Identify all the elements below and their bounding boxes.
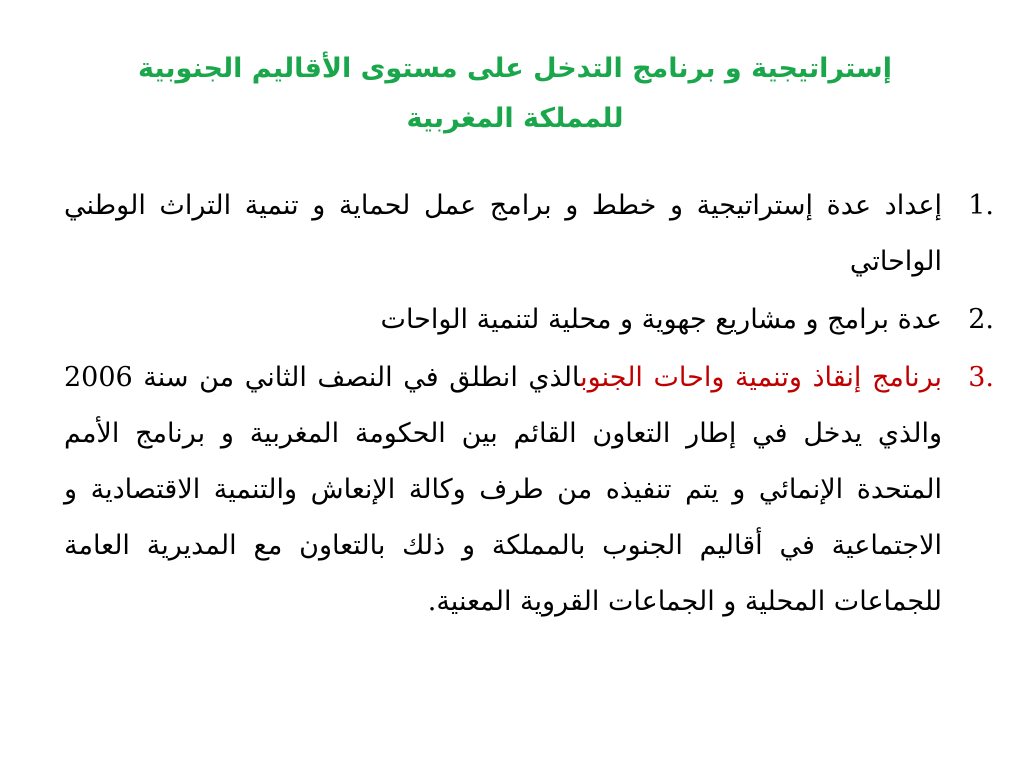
list-item-1 [64,178,994,290]
list-item-number: 2. [968,304,994,335]
bullet-list [64,178,994,632]
list-item-2 [64,292,994,348]
list-item-text: عدة برامج و مشاريع جهوية و محلية لتنمية الواحات [380,304,942,335]
list-item-number: 3. [968,362,994,393]
list-item-text: إعداد عدة إستراتيجية و خطط و برامج عمل لحماية و تنمية التراث الوطني الواحاتي [64,190,942,277]
list-item-text-container [64,350,942,630]
slide-title-line-2: للمملكة المغربية [406,103,624,134]
highlighted-program-name: برنامج إنقاذ وتنمية واحات الجنوب [580,362,942,393]
slide-title-line-1: إستراتيجية و برنامج التدخل على مستوى الأقاليم الجنوبية [138,53,892,84]
list-item-text: الذي انطلق في النصف الثاني من سنة 2006 والذي يدخل في إطار التعاون القائم بين الحكومة المغربية و برنامج الأمم المتحدة الإنمائي و يتم تنفيذه من طرف وكالة الإنعاش والتنمية الاقتصادية و الاجتماعية في أقاليم الجنوب بالمملكة و ذلك بالتعاون مع المديرية العامة للجماعات المحلية و الجماعات القروية المعنية. [64,362,942,617]
list-item-3 [64,350,994,630]
slide-title [80,44,950,144]
list-item-number: 1. [968,190,994,221]
